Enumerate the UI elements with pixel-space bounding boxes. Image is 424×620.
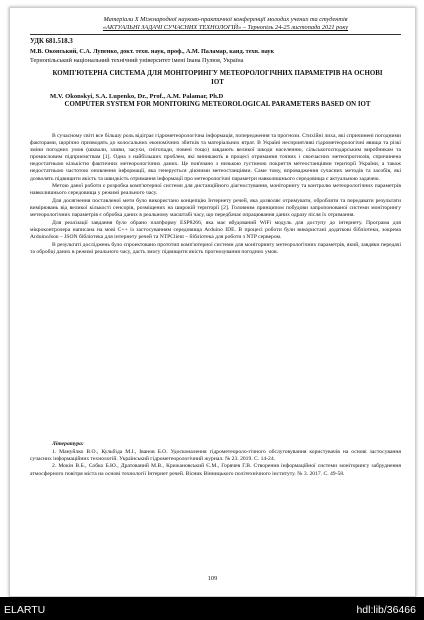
running-header <box>50 16 401 32</box>
authors-english: M.V. Okonskyi, S.A. Lupenko, Dr., Prof., A.M. Palamar, Ph.D <box>50 93 224 100</box>
reference-item: 2. Мокін В.Б., Собко Б.Ю., Дратований М.В., Крижановський Є.М., Горячев Г.В. Створення інформаційної системи моніторингу забруднення атмосферного повітря міста на основі технології Інтернет речей. Вісник Вінницького політехнічного інституту. № 3. 2017. С. 49-58. <box>30 463 401 477</box>
page-number: 109 <box>207 575 218 582</box>
running-header-line2: «АКТУАЛЬНІ ЗАДАЧІ СУЧАСНИХ ТЕХНОЛОГІЙ» – Тернопіль 24-25 листопада 2021 року <box>102 24 349 31</box>
page-content <box>10 8 415 596</box>
udk-code: УДК 681.518.3 <box>30 38 73 45</box>
affiliation: Тернопільський національний технічний університет імені Івана Пулюя, Україна <box>30 57 244 64</box>
document-page <box>9 7 416 597</box>
body-paragraph-3: Для досягнення поставленої мети було використано концепцію Інтернету речей, яка дозволяє отримувати, обробляти та передавати результати вимірювань від великої кількості сенсорів, розміщених на широкій території [2]. Головним принципом побудови запропонованої системи моніторингу метеорологічних параметрів є обробка даних в реальному масштабі часу, що передбачає опрацювання даних одразу після їх отримання. <box>30 198 401 219</box>
viewer-footer-bar <box>0 597 424 620</box>
reference-item: 1. Мануйлко В.О., Кульбіда М.І., Іванов Б.О. Удосконалення гідрометеороло-гічного обслуговування користувачів на основі застосування сучасних інформаційних технологій. Український гідрометеорологічний журнал. № 23. 2019. С. 14-24. <box>30 448 401 462</box>
references-title: Література: <box>52 441 84 447</box>
header-divider <box>30 34 401 35</box>
authors-ukrainian: М.В. Оконський, С.А. Лупенко, докт. техн. наук, проф., А.М. Паламар, канд. техн. наук <box>30 48 275 55</box>
title-english: COMPUTER SYSTEM FOR MONITORING METEOROLOGICAL PARAMETERS BASED ON IOT <box>64 101 371 108</box>
body-paragraph-5: В результаті досліджень було спроектовано прототип комп'ютерної системи для моніторингу метеорологічних параметрів, який, завдяки передачі та обробці даних в режимі реального часу, дасть змогу підвищити якість прогнозування погодних умов. <box>30 241 401 255</box>
article-body <box>30 133 401 257</box>
references-section <box>30 441 401 478</box>
body-paragraph-1: В сучасному світі все більшу роль відіграє гідрометеорологічна інформація, попередження та прогнози. Стихійні лиха, які спричинені погодними факторами, щорічно призводять до колосальних економічних збитків та матеріальних втрат. В Україні несприятливі гідрометеорологічні явища та різкі зміни погодних умов (шквали, зливи, засухи, снігопади, повені тощо) завдають великої шкоди населенню, сільськогосподарським виробникам та промисловим підприємствам [1]. Одна з найбільших проблем, які виникають в процесі отримання точних і своєчасних метеопрогнозів, спричинена недостатньою кількістю фактичних метеорологічних даних. Це пов'язано з низькою густиною покриття метеостанціями території України, а також недостатньою частотою оновлення інформації, яка генерується діючими метеостанціями. Саме тому, впровадження сучасних методів та засобів, які дозволять підвищити якість та швидкість отримання інформації про метеорологічні параметри навколишнього середовища є актуальною задачею. <box>30 133 401 182</box>
handle-identifier: hdl:lib/36466 <box>356 604 416 616</box>
repository-label: ELARTU <box>4 604 46 616</box>
body-paragraph-4: Для реалізації завдання було обрано платформу ESP8266, яка має вбудований WiFi модуль для доступу до інтернету. Програма для мікроконтролера написана на мові C++ із застосуванням середовища Arduino IDE. В процесі роботи були використані додаткові бібліотеки, зокрема ArduinoJson – JSON бібліотека для інтернету речей та NTPClient – бібліотека для роботи з NTP сервером. <box>30 219 401 241</box>
running-header-line1: Матеріали Х Міжнародної науково-практичної конференції молодих учених та студентів <box>103 16 348 23</box>
title-ukrainian: КОМП'ЮТЕРНА СИСТЕМА ДЛЯ МОНІТОРИНГУ МЕТЕОРОЛОГІЧНИХ ПАРАМЕТРІВ НА ОСНОВІ IOT <box>52 70 383 86</box>
body-paragraph-2: Метою даної роботи є розробка комп'ютерної системи для дистанційного діагностування, моніторингу та контролю метеорологічних параметрів навколишнього середовища у режимі реального часу. <box>30 183 401 197</box>
